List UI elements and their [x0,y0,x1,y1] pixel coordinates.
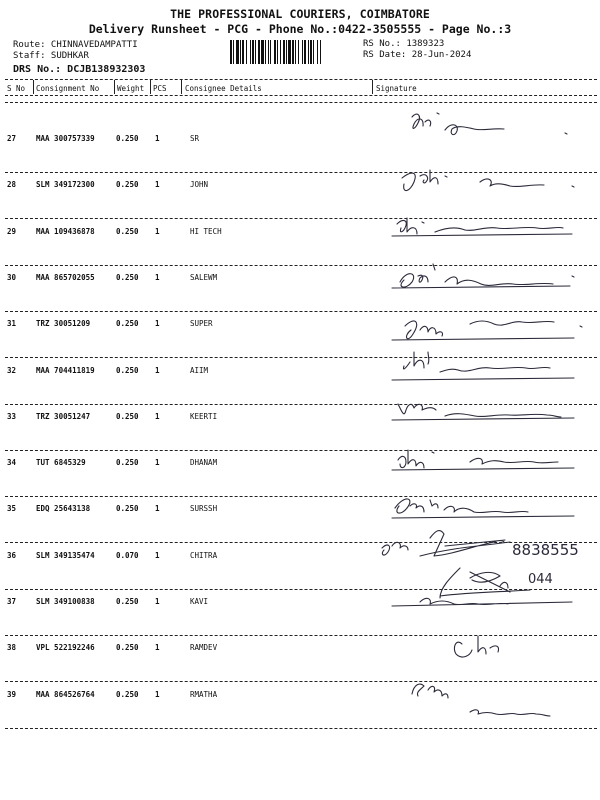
barcode-bar [240,40,241,64]
row-consignment-no: MAA 864526764 [36,690,95,699]
row-pcs: 1 [155,412,160,421]
row-consignee: KEERTI [190,412,218,421]
row-sno: 37 [7,597,17,606]
row-pcs: 1 [155,319,160,328]
row-weight: 0.250 [116,412,139,421]
row-sno: 38 [7,643,17,652]
row-consignment-no: MAA 109436878 [36,227,95,236]
row-divider [5,542,597,543]
row-sno: 35 [7,504,17,513]
barcode-bar [255,40,256,64]
barcode-bar [258,40,260,64]
row-consignee: DHANAM [190,458,218,467]
barcode-bar [250,40,251,64]
rs-number: RS No.: 1389323 [363,39,445,49]
row-consignment-no: TUT 6845329 [36,458,86,467]
barcode-bar [313,40,314,64]
row-consignee: RAMDEV [190,643,218,652]
row-weight: 0.250 [116,458,139,467]
row-sno: 39 [7,690,17,699]
row-divider [5,102,597,103]
barcode-bar [292,40,294,64]
row-divider [5,265,597,266]
row-divider [5,450,597,451]
row-weight: 0.070 [116,551,139,560]
column-divider [372,80,373,94]
row-divider [5,311,597,312]
row-divider [5,635,597,636]
drs-number: DRS No.: DCJB138932303 [13,64,146,75]
staff-label: Staff: SUDHKAR [13,51,89,61]
row-consignment-no: SLM 349135474 [36,551,95,560]
column-header-consignment: Consignment No [36,84,100,93]
row-divider [5,357,597,358]
barcode-bar [270,40,271,64]
barcode-bar [304,40,306,64]
row-consignment-no: SLM 349100838 [36,597,95,606]
row-consignee: JOHN [190,180,209,189]
row-consignee: RMATHA [190,690,218,699]
row-divider [5,218,597,219]
barcode-bar [230,40,232,64]
barcode-bar [265,40,266,64]
barcode-bar [317,40,318,64]
row-weight: 0.250 [116,180,139,189]
row-sno: 28 [7,180,17,189]
row-sno: 27 [7,134,17,143]
row-weight: 0.250 [116,273,139,282]
row-pcs: 1 [155,366,160,375]
row-consignment-no: MAA 704411819 [36,366,95,375]
barcode-bar [261,40,264,64]
row-sno: 33 [7,412,17,421]
barcode-bar [274,40,276,64]
barcode-bar [298,40,299,64]
row-sno: 36 [7,551,17,560]
barcode-bar [283,40,285,64]
barcode-bar [302,40,303,64]
barcode-bar [308,40,309,64]
row-consignment-no: TRZ 30051209 [36,319,91,328]
row-sno: 31 [7,319,17,328]
barcode-bar [236,40,239,64]
row-weight: 0.250 [116,366,139,375]
column-header-weight: Weight [117,84,145,93]
row-sno: 29 [7,227,17,236]
row-pcs: 1 [155,273,160,282]
row-consignment-no: MAA 300757339 [36,134,95,143]
column-header-signature: Signature [376,84,417,93]
row-sno: 34 [7,458,17,467]
barcode-bar [288,40,291,64]
row-weight: 0.250 [116,643,139,652]
row-pcs: 1 [155,134,160,143]
row-weight: 0.250 [116,690,139,699]
row-weight: 0.250 [116,134,139,143]
row-consignment-no: VPL 522192246 [36,643,95,652]
barcode-bar [295,40,296,64]
barcode-bar [233,40,234,64]
row-consignee: KAVI [190,597,209,606]
barcode-bar [277,40,278,64]
column-divider [33,80,34,94]
row-consignment-no: MAA 865702055 [36,273,95,282]
row-divider [5,172,597,173]
rs-date: RS Date: 28-Jun-2024 [363,50,472,60]
barcode-bar [268,40,269,64]
barcode-bar [246,40,247,64]
row-weight: 0.250 [116,504,139,513]
route-label: Route: CHINNAVEDAMPATTI [13,40,138,50]
row-consignee: SALEWM [190,273,218,282]
row-pcs: 1 [155,227,160,236]
row-pcs: 1 [155,551,160,560]
row-consignee: CHITRA [190,551,218,560]
column-header-pcs: PCS [153,84,167,93]
row-pcs: 1 [155,458,160,467]
barcode-bar [252,40,254,64]
row-pcs: 1 [155,597,160,606]
row-divider [5,728,597,729]
header-top-rule [5,79,597,80]
row-divider [5,404,597,405]
row-divider [5,681,597,682]
row-consignment-no: SLM 349172300 [36,180,95,189]
row-consignee: SR [190,134,200,143]
barcode-bar [286,40,287,64]
column-header-sno: S No [7,84,26,93]
row-sno: 32 [7,366,17,375]
handwritten-phone: 8838555 [512,541,579,559]
header-bottom-rule [5,95,597,96]
document-title: THE PROFESSIONAL COURIERS, COIMBATORE [170,7,430,21]
barcode [230,40,356,64]
barcode-bar [242,40,244,64]
column-divider [114,80,115,94]
row-weight: 0.250 [116,597,139,606]
row-consignment-no: EDQ 25643138 [36,504,91,513]
barcode-bar [310,40,312,64]
row-consignee: SURSSH [190,504,218,513]
row-divider [5,589,597,590]
row-pcs: 1 [155,643,160,652]
row-weight: 0.250 [116,319,139,328]
barcode-bar [320,40,321,64]
row-pcs: 1 [155,690,160,699]
column-divider [181,80,182,94]
row-weight: 0.250 [116,227,139,236]
row-pcs: 1 [155,504,160,513]
barcode-bar [280,40,281,64]
row-consignee: SUPER [190,319,213,328]
row-consignee: AIIM [190,366,209,375]
row-divider [5,496,597,497]
column-header-consignee: Consignee Details [185,84,262,93]
row-sno: 30 [7,273,17,282]
row-consignment-no: TRZ 30051247 [36,412,91,421]
document-subtitle: Delivery Runsheet - PCG - Phone No.:0422-3505555 - Page No.:3 [88,22,512,36]
column-divider [150,80,151,94]
handwritten-extra: 044 [528,572,553,587]
row-consignee: HI TECH [190,227,222,236]
row-pcs: 1 [155,180,160,189]
